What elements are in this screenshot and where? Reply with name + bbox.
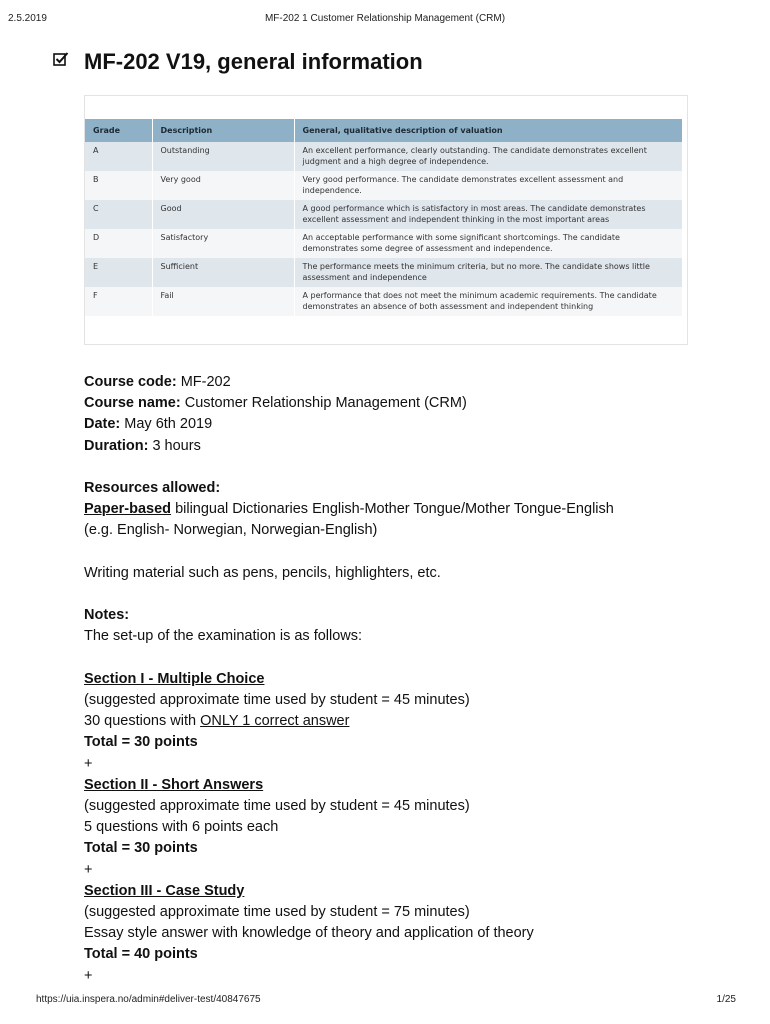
section-title: Section I - Multiple Choice: [84, 670, 265, 687]
section-desc: 30 questions with ONLY 1 correct answer: [84, 713, 350, 730]
grade-cell: A: [85, 142, 152, 171]
valuation-cell: An acceptable performance with some significant shortcomings. The candidate demonstrates some degree of assessment and independence.: [294, 229, 683, 258]
section-total: Total = 40 points: [84, 946, 198, 963]
resources-writing: Writing material such as pens, pencils, highlighters, etc.: [84, 564, 441, 581]
section-title: Section III - Case Study: [84, 882, 245, 899]
grade-cell: F: [85, 287, 152, 316]
grade-table: [85, 119, 683, 316]
exam-duration: Duration: 3 hours: [84, 437, 201, 454]
grade-table-image: [84, 95, 688, 345]
print-doc-title: MF-202 1 Customer Relationship Management (CRM): [264, 13, 506, 24]
table-row: [85, 287, 683, 316]
course-name: Course name: Customer Relationship Management (CRM): [84, 395, 467, 412]
grade-cell: D: [85, 229, 152, 258]
description-cell: Fail: [152, 287, 294, 316]
table-header-cell: General, qualitative description of valuation: [294, 119, 683, 142]
table-header-cell: Grade: [85, 119, 152, 142]
resources-heading: Resources allowed:: [84, 480, 221, 496]
section-desc: Essay style answer with knowledge of theory and application of theory: [84, 925, 534, 942]
exam-info: [84, 372, 724, 987]
notes-intro: The set-up of the examination is as follows:: [84, 628, 363, 645]
notes-heading: Notes:: [84, 607, 130, 624]
description-cell: Satisfactory: [152, 229, 294, 258]
valuation-cell: The performance meets the minimum criteria, but no more. The candidate shows little assessment and independence: [294, 258, 683, 287]
table-row: [85, 229, 683, 258]
section-desc: 5 questions with 6 points each: [84, 819, 279, 836]
table-header-cell: Description: [152, 119, 294, 142]
section-title: Section II - Short Answers: [84, 776, 264, 793]
grade-cell: E: [85, 258, 152, 287]
description-cell: Very good: [152, 171, 294, 200]
valuation-cell: A performance that does not meet the minimum academic requirements. The candidate demonstrates an absence of both assessment and independent thinking: [294, 287, 683, 316]
print-date: 2.5.2019: [8, 13, 47, 24]
valuation-cell: A good performance which is satisfactory in most areas. The candidate demonstrates excellent assessment and independent thinking in the most important areas: [294, 200, 683, 229]
grade-table-header: [85, 119, 683, 142]
checkbox-checked-icon: [53, 51, 69, 67]
plus-sign: +: [84, 967, 93, 984]
section-time: (suggested approximate time used by student = 45 minutes): [84, 691, 470, 708]
page-number: 1/25: [716, 994, 736, 1005]
resources-example: (e.g. English- Norwegian, Norwegian-English): [84, 522, 378, 539]
plus-sign: +: [84, 755, 93, 772]
course-code: Course code: MF-202: [84, 374, 231, 390]
plus-sign: +: [84, 861, 93, 878]
valuation-cell: An excellent performance, clearly outstanding. The candidate demonstrates excellent judgment and a high degree of independence.: [294, 142, 683, 171]
description-cell: Outstanding: [152, 142, 294, 171]
table-row: [85, 258, 683, 287]
grade-cell: C: [85, 200, 152, 229]
description-cell: Good: [152, 200, 294, 229]
valuation-cell: Very good performance. The candidate demonstrates excellent assessment and independence.: [294, 171, 683, 200]
grade-cell: B: [85, 171, 152, 200]
page-title: MF-202 V19, general information: [84, 49, 423, 74]
resources-dictionaries: Paper-based bilingual Dictionaries English-Mother Tongue/Mother Tongue-English: [84, 501, 614, 518]
section-time: (suggested approximate time used by student = 75 minutes): [84, 904, 470, 921]
table-row: [85, 200, 683, 229]
section-total: Total = 30 points: [84, 840, 198, 857]
section-time: (suggested approximate time used by student = 45 minutes): [84, 798, 470, 814]
table-row: [85, 142, 683, 171]
page-url: https://uia.inspera.no/admin#deliver-test/40847675: [36, 994, 261, 1005]
section-total: Total = 30 points: [84, 734, 198, 751]
exam-date: Date: May 6th 2019: [84, 416, 213, 433]
table-row: [85, 171, 683, 200]
description-cell: Sufficient: [152, 258, 294, 287]
